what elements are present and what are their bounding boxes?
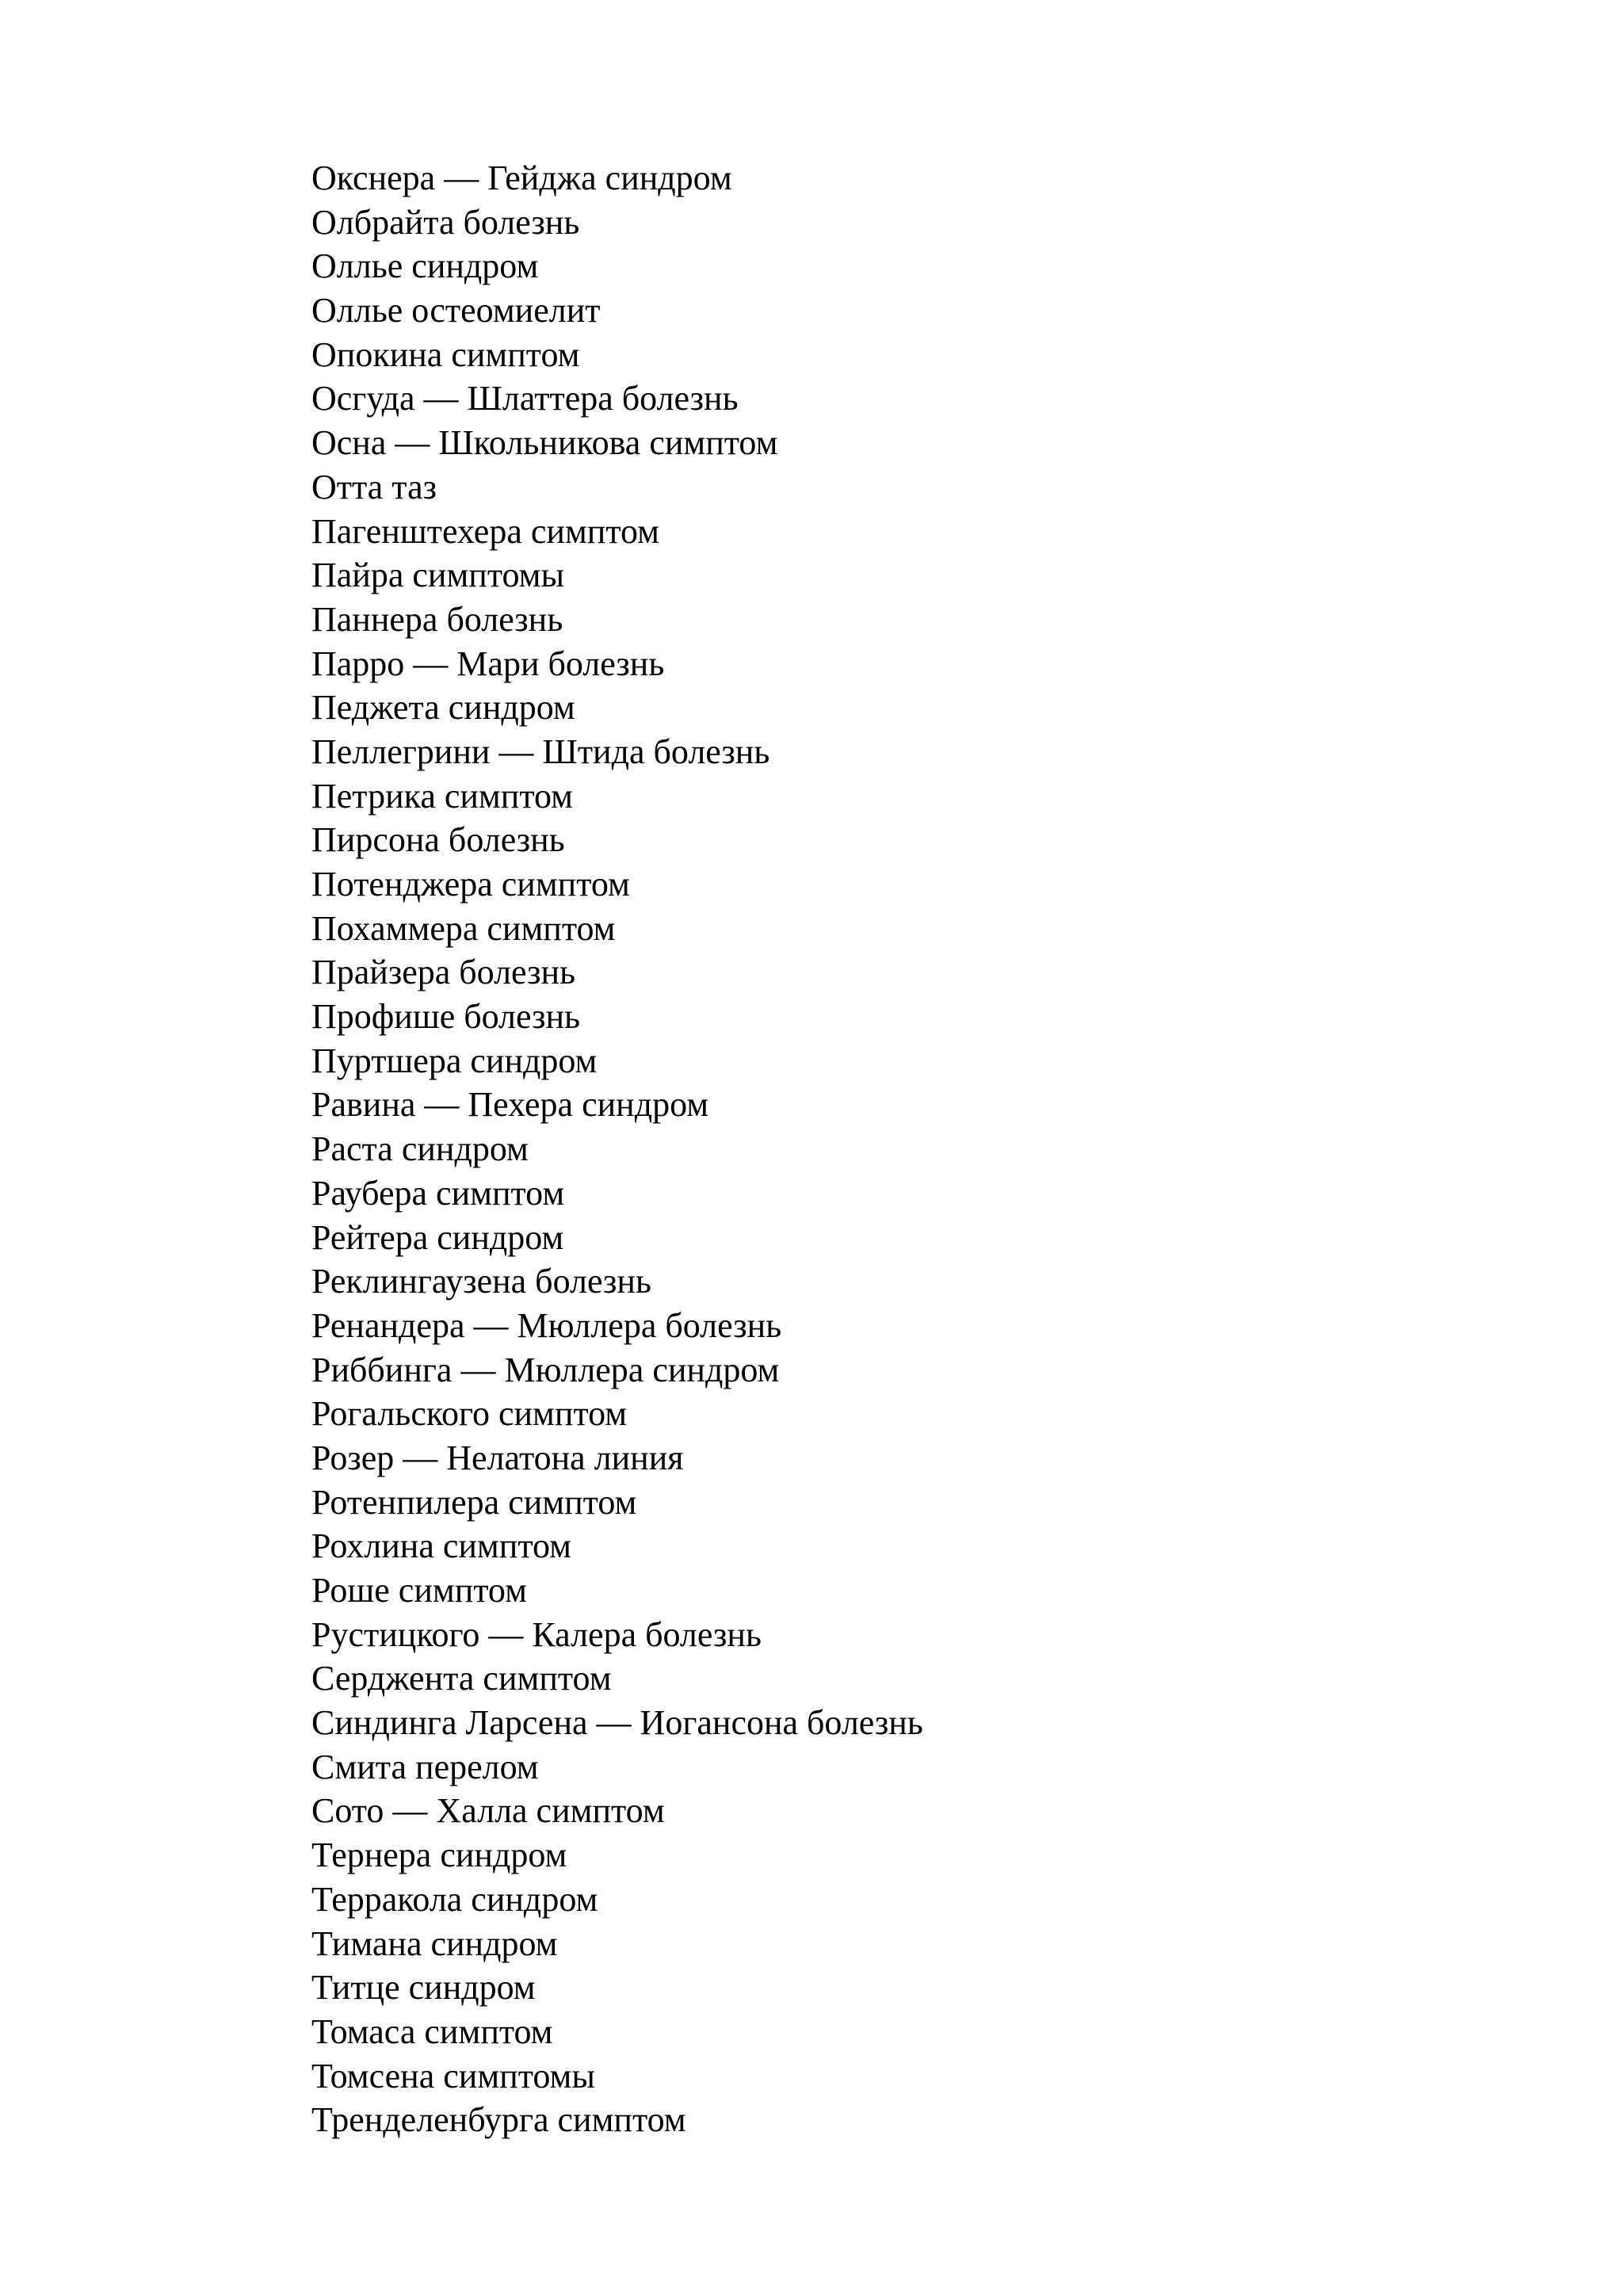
list-item: Риббинга — Мюллера синдром bbox=[311, 1350, 780, 1389]
list-item: Раубера симптом bbox=[311, 1173, 565, 1213]
list-item: Тренделенбурга симптом bbox=[311, 2100, 686, 2140]
eponym-term-list bbox=[311, 156, 923, 2142]
list-item: Синдинга Ларсена — Иогансона болезнь bbox=[311, 1703, 923, 1743]
list-item: Педжета синдром bbox=[311, 688, 575, 728]
list-item: Похаммера симптом bbox=[311, 908, 616, 948]
list-item: Титце синдром bbox=[311, 1968, 536, 2008]
list-item: Раста синдром bbox=[311, 1129, 529, 1169]
list-item: Отта таз bbox=[311, 467, 437, 506]
list-item: Профише болезнь bbox=[311, 997, 581, 1037]
list-item: Терракола синдром bbox=[311, 1879, 598, 1919]
list-item: Рогальского симптом bbox=[311, 1394, 628, 1434]
list-item: Томаса симптом bbox=[311, 2011, 553, 2051]
list-item: Петрика симптом bbox=[311, 776, 573, 816]
list-item: Пуртшера синдром bbox=[311, 1041, 598, 1080]
list-item: Тимана синдром bbox=[311, 1924, 558, 1963]
list-item: Рохлина симптом bbox=[311, 1526, 571, 1566]
list-item: Рустицкого — Калера болезнь bbox=[311, 1614, 762, 1654]
list-item: Рейтера синдром bbox=[311, 1217, 564, 1257]
list-item: Пайра симптомы bbox=[311, 556, 565, 595]
list-item: Реклингаузена болезнь bbox=[311, 1262, 651, 1301]
list-item: Смита перелом bbox=[311, 1747, 539, 1786]
list-item: Сото — Халла симптом bbox=[311, 1791, 665, 1831]
list-item: Равина — Пехера синдром bbox=[311, 1085, 709, 1125]
list-item: Прайзера болезнь bbox=[311, 953, 576, 992]
list-item: Серджента симптом bbox=[311, 1659, 612, 1698]
list-item: Розер — Нелатона линия bbox=[311, 1438, 684, 1477]
list-item: Тернера синдром bbox=[311, 1836, 567, 1875]
list-item: Роше симптом bbox=[311, 1571, 527, 1610]
list-item: Пирсона болезнь bbox=[311, 820, 565, 860]
list-item: Оллье остеомиелит bbox=[311, 291, 601, 330]
list-item: Ренандера — Мюллера болезнь bbox=[311, 1305, 782, 1345]
list-item: Потенджера симптом bbox=[311, 865, 630, 904]
list-item: Оллье синдром bbox=[311, 246, 539, 286]
list-item: Томсена симптомы bbox=[311, 2056, 595, 2095]
list-item: Пеллегрини — Штида болезнь bbox=[311, 732, 770, 771]
list-item: Ротенпилера симптом bbox=[311, 1482, 637, 1522]
list-item: Пагенштехера симптом bbox=[311, 511, 659, 551]
list-item: Осгуда — Шлаттера болезнь bbox=[311, 379, 739, 418]
list-item: Олбрайта болезнь bbox=[311, 202, 580, 242]
list-item: Паннера болезнь bbox=[311, 599, 563, 639]
list-item: Осна — Школьникова симптом bbox=[311, 423, 778, 463]
list-item: Окснера — Гейджа синдром bbox=[311, 159, 732, 197]
list-item: Опокина симптом bbox=[311, 334, 580, 374]
list-item: Парро — Мари болезнь bbox=[311, 644, 665, 683]
